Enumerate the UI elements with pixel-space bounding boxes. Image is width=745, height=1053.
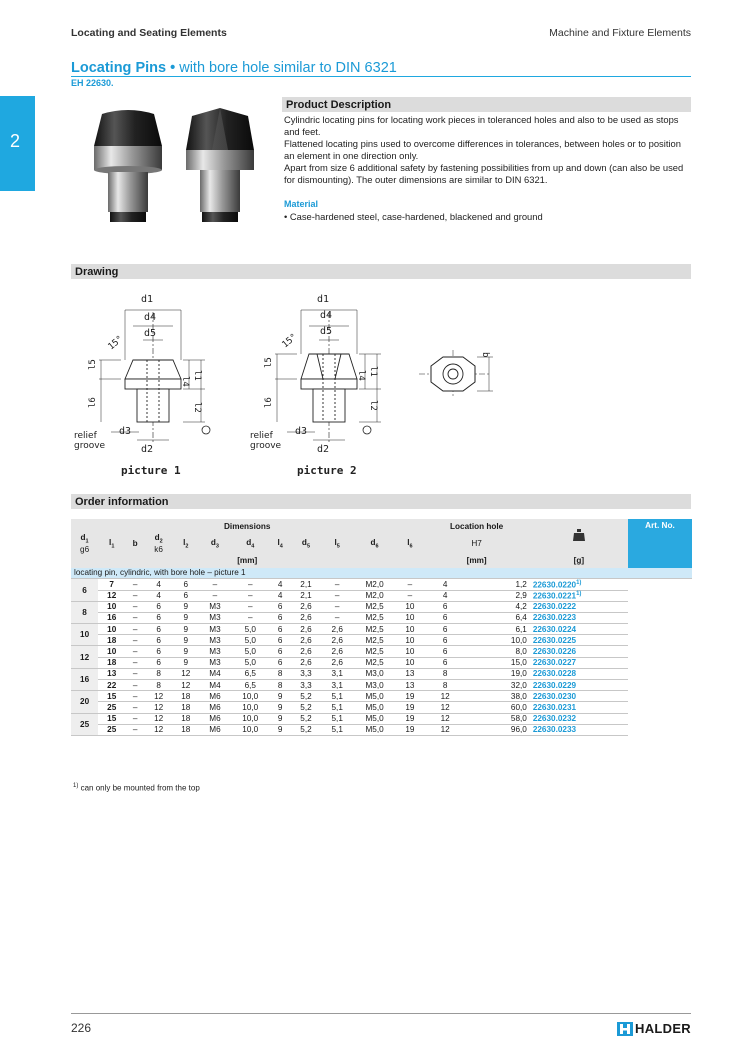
table-cell: – bbox=[125, 601, 145, 612]
article-number-link[interactable]: 22630.0224 bbox=[530, 624, 628, 635]
table-cell: M6 bbox=[199, 713, 230, 724]
table-cell: 10 bbox=[396, 612, 423, 623]
halder-logo-icon bbox=[617, 1022, 633, 1036]
table-cell: 12 bbox=[423, 702, 466, 713]
table-cell: 2,6 bbox=[290, 624, 321, 635]
table-cell: – bbox=[396, 579, 423, 590]
table-row bbox=[71, 635, 692, 646]
table-cell: 6 bbox=[423, 601, 466, 612]
table-cell: 9 bbox=[172, 657, 199, 668]
page-title bbox=[71, 60, 397, 76]
article-number-link[interactable]: 22630.0233 bbox=[530, 724, 628, 735]
table-cell: 15,0 bbox=[467, 657, 530, 668]
label-l6: l6 bbox=[88, 397, 98, 408]
label-l4: l4 bbox=[356, 370, 366, 381]
article-number-link[interactable]: 22630.0232 bbox=[530, 713, 628, 724]
table-cell: 5,0 bbox=[231, 635, 270, 646]
drawing-top-view bbox=[419, 350, 493, 398]
column-header: $d_5$ bbox=[290, 533, 321, 554]
table-cell: 4 bbox=[270, 590, 290, 601]
table-cell: – bbox=[199, 579, 230, 590]
label-d5: d5 bbox=[320, 326, 333, 337]
table-cell: M3 bbox=[199, 646, 230, 657]
table-cell: – bbox=[125, 612, 145, 623]
label-l1: l1 bbox=[368, 366, 378, 377]
column-header: $l_5$ bbox=[322, 533, 353, 554]
table-cell: – bbox=[322, 590, 353, 601]
table-cell: 8 bbox=[145, 668, 172, 679]
table-cell: M3,0 bbox=[353, 668, 396, 679]
table-cell: – bbox=[125, 657, 145, 668]
table-cell: 9 bbox=[172, 635, 199, 646]
table-cell: 10 bbox=[98, 624, 125, 635]
table-cell: M2,0 bbox=[353, 590, 396, 601]
label-d4: d4 bbox=[144, 312, 157, 323]
order-table bbox=[71, 519, 692, 736]
table-cell: 96,0 bbox=[467, 724, 530, 735]
table-row bbox=[71, 680, 692, 691]
size-d1-cell: 10 bbox=[71, 624, 98, 646]
table-cell: 19 bbox=[396, 691, 423, 702]
product-description-body bbox=[284, 114, 689, 187]
table-row bbox=[71, 624, 692, 635]
table-cell: 3,3 bbox=[290, 680, 321, 691]
table-cell: – bbox=[125, 680, 145, 691]
table-cell: 8 bbox=[423, 668, 466, 679]
table-cell: M3 bbox=[199, 624, 230, 635]
table-cell: 2,6 bbox=[290, 635, 321, 646]
label-relief: relief bbox=[74, 431, 97, 441]
brand-logo: HALDER bbox=[617, 1021, 691, 1036]
table-cell: M2,5 bbox=[353, 657, 396, 668]
table-row bbox=[71, 612, 692, 623]
size-d1-cell: 12 bbox=[71, 646, 98, 668]
table-cell: 6 bbox=[145, 657, 172, 668]
table-cell: 18 bbox=[98, 635, 125, 646]
table-cell: 9 bbox=[172, 601, 199, 612]
description-paragraph: Flattened locating pins used to overcome differences in tolerances, between holes or to position an element in one direction only. bbox=[284, 138, 681, 162]
table-cell: 9 bbox=[270, 702, 290, 713]
table-cell: 6 bbox=[172, 579, 199, 590]
description-paragraph: Cylindric locating pins for locating work pieces in toleranced holes and also to be used as stops and feet. bbox=[284, 114, 679, 138]
label-groove: groove bbox=[74, 441, 106, 451]
table-cell: 10 bbox=[396, 635, 423, 646]
drawing-picture-2 bbox=[250, 294, 381, 477]
dimensions-header: Dimensions bbox=[71, 519, 423, 533]
table-cell: – bbox=[396, 590, 423, 601]
column-header: $l_1$ bbox=[98, 533, 125, 554]
column-header: $d_2$ k6 bbox=[145, 533, 172, 554]
table-cell: 16 bbox=[98, 612, 125, 623]
column-header: $d_1$ g6 bbox=[71, 533, 98, 554]
table-cell: 12 bbox=[172, 668, 199, 679]
table-cell: 19 bbox=[396, 724, 423, 735]
artno-header: Art. No. bbox=[628, 519, 692, 568]
column-header: $l_2$ bbox=[172, 533, 199, 554]
table-cell: 6 bbox=[145, 624, 172, 635]
title-sub: with bore hole similar to DIN 6321 bbox=[179, 60, 397, 76]
technical-drawing bbox=[71, 282, 511, 482]
description-paragraph: Apart from size 6 additional safety by fastening possibilities from up and down (can also be used for dismounting). The outer dimensions are similar to DIN 6321. bbox=[284, 162, 684, 186]
table-cell: 58,0 bbox=[467, 713, 530, 724]
page-number: 226 bbox=[71, 1021, 92, 1035]
table-cell: 10 bbox=[396, 624, 423, 635]
table-cell: 6 bbox=[423, 612, 466, 623]
table-cell: M2,5 bbox=[353, 601, 396, 612]
table-cell: 4 bbox=[423, 590, 466, 601]
table-cell: 10,0 bbox=[231, 724, 270, 735]
material-heading: Material bbox=[284, 199, 319, 209]
table-cell: 19,0 bbox=[467, 668, 530, 679]
table-cell: 9 bbox=[270, 713, 290, 724]
table-cell: 8 bbox=[423, 680, 466, 691]
label-l2: l2 bbox=[192, 402, 202, 413]
drawing-picture-1 bbox=[74, 294, 210, 477]
table-cell: 8 bbox=[270, 668, 290, 679]
table-cell: 22 bbox=[98, 680, 125, 691]
table-cell: M6 bbox=[199, 702, 230, 713]
table-cell: 5,1 bbox=[322, 691, 353, 702]
table-cell: 18 bbox=[172, 691, 199, 702]
table-cell: 5,0 bbox=[231, 646, 270, 657]
table-cell: 2,6 bbox=[290, 657, 321, 668]
table-cell: 5,0 bbox=[231, 624, 270, 635]
article-number-link[interactable]: 22630.0223 bbox=[530, 612, 628, 623]
table-cell: 60,0 bbox=[467, 702, 530, 713]
table-cell: – bbox=[125, 579, 145, 590]
table-cell: 2,6 bbox=[322, 624, 353, 635]
table-cell: 10,0 bbox=[467, 635, 530, 646]
table-cell: M5,0 bbox=[353, 713, 396, 724]
table-cell: 10 bbox=[396, 657, 423, 668]
product-group-label: locating pin, cylindric, with bore hole – picture 1 bbox=[71, 568, 692, 579]
product-code: EH 22630. bbox=[71, 78, 114, 88]
label-d1: d1 bbox=[317, 294, 330, 305]
table-cell: 5,1 bbox=[322, 713, 353, 724]
article-number-link[interactable]: 22630.0229 bbox=[530, 680, 628, 691]
table-cell: 5,2 bbox=[290, 691, 321, 702]
table-cell: 2,9 bbox=[467, 590, 530, 601]
table-cell: M6 bbox=[199, 691, 230, 702]
table-cell: 8 bbox=[145, 680, 172, 691]
weight-unit: [g] bbox=[530, 554, 628, 568]
table-cell: 4 bbox=[145, 590, 172, 601]
table-cell: – bbox=[125, 646, 145, 657]
table-cell: 6 bbox=[423, 646, 466, 657]
table-cell: 6,5 bbox=[231, 668, 270, 679]
table-cell: 6 bbox=[172, 590, 199, 601]
label-d5: d5 bbox=[144, 328, 157, 339]
label-d3: d3 bbox=[295, 426, 308, 437]
table-cell: M5,0 bbox=[353, 702, 396, 713]
table-cell: M2,5 bbox=[353, 612, 396, 623]
table-cell: 2,6 bbox=[290, 646, 321, 657]
table-cell: 6 bbox=[145, 601, 172, 612]
table-cell: 15 bbox=[98, 713, 125, 724]
table-cell: 6,1 bbox=[467, 624, 530, 635]
size-d1-cell: 20 bbox=[71, 691, 98, 713]
product-photo-flattened bbox=[180, 106, 260, 226]
label-b: b bbox=[480, 352, 490, 358]
table-cell: 12 bbox=[423, 691, 466, 702]
article-number-link[interactable]: 22630.0222 bbox=[530, 601, 628, 612]
size-d1-cell: 8 bbox=[71, 601, 98, 623]
table-cell: 6 bbox=[423, 657, 466, 668]
table-cell: 3,1 bbox=[322, 680, 353, 691]
label-d2: d2 bbox=[317, 444, 330, 455]
order-information-heading: Order information bbox=[71, 494, 691, 509]
table-cell: 5,1 bbox=[322, 702, 353, 713]
table-cell: 5,1 bbox=[322, 724, 353, 735]
table-cell: M3,0 bbox=[353, 680, 396, 691]
product-photo-cylindric bbox=[88, 106, 168, 226]
table-cell: 2,6 bbox=[322, 657, 353, 668]
table-cell: M4 bbox=[199, 668, 230, 679]
article-number-link[interactable]: 22630.0220$^{1)}$ bbox=[530, 579, 628, 590]
table-cell: – bbox=[125, 713, 145, 724]
table-cell: – bbox=[199, 590, 230, 601]
table-row bbox=[71, 579, 692, 590]
table-cell: 13 bbox=[396, 668, 423, 679]
table-cell: M2,5 bbox=[353, 646, 396, 657]
table-cell: M2,5 bbox=[353, 635, 396, 646]
chapter-tab bbox=[0, 96, 35, 191]
article-number-link[interactable]: 22630.0225 bbox=[530, 635, 628, 646]
table-cell: 6 bbox=[270, 657, 290, 668]
column-header: b bbox=[125, 533, 145, 554]
table-cell: 6,5 bbox=[231, 680, 270, 691]
label-l2: l2 bbox=[368, 400, 378, 411]
table-cell: 6 bbox=[423, 624, 466, 635]
table-cell: 13 bbox=[396, 680, 423, 691]
size-d1-cell: 6 bbox=[71, 579, 98, 601]
table-cell: 12 bbox=[98, 590, 125, 601]
size-d1-cell: 16 bbox=[71, 668, 98, 690]
material-item: • Case-hardened steel, case-hardened, blackened and ground bbox=[284, 211, 543, 222]
table-cell: 18 bbox=[172, 713, 199, 724]
table-row bbox=[71, 724, 692, 735]
table-cell: 2,6 bbox=[290, 612, 321, 623]
table-cell: – bbox=[125, 702, 145, 713]
table-cell: 18 bbox=[98, 657, 125, 668]
table-cell: M2,5 bbox=[353, 624, 396, 635]
title-main: Locating Pins bbox=[71, 60, 167, 76]
table-cell: 6,4 bbox=[467, 612, 530, 623]
table-cell: – bbox=[125, 668, 145, 679]
table-cell: M3 bbox=[199, 601, 230, 612]
table-cell: 8 bbox=[270, 680, 290, 691]
column-header: $d_3$ bbox=[199, 533, 230, 554]
table-cell: M2,0 bbox=[353, 579, 396, 590]
table-cell: – bbox=[125, 590, 145, 601]
table-cell: – bbox=[231, 612, 270, 623]
table-cell: 1,2 bbox=[467, 579, 530, 590]
table-cell: 5,2 bbox=[290, 702, 321, 713]
table-cell: – bbox=[322, 601, 353, 612]
article-number-link[interactable]: 22630.0227 bbox=[530, 657, 628, 668]
size-d1-cell: 25 bbox=[71, 713, 98, 735]
table-cell: 4 bbox=[270, 579, 290, 590]
article-number-link[interactable]: 22630.0221$^{1)}$ bbox=[530, 590, 628, 601]
label-d3: d3 bbox=[119, 426, 132, 437]
table-cell: M4 bbox=[199, 680, 230, 691]
table-cell: 19 bbox=[396, 713, 423, 724]
table-cell: M3 bbox=[199, 612, 230, 623]
table-cell: 4 bbox=[145, 579, 172, 590]
table-cell: 9 bbox=[172, 646, 199, 657]
label-d2: d2 bbox=[141, 444, 154, 455]
table-cell: 3,3 bbox=[290, 668, 321, 679]
location-hole-unit: [mm] bbox=[423, 554, 529, 568]
table-cell: 2,1 bbox=[290, 579, 321, 590]
table-cell: 18 bbox=[172, 724, 199, 735]
table-cell: 12 bbox=[423, 713, 466, 724]
dimensions-unit: [mm] bbox=[71, 554, 423, 568]
footnote: $^{1)}$ can only be mounted from the top bbox=[73, 783, 200, 793]
table-cell: – bbox=[322, 612, 353, 623]
table-cell: 12 bbox=[172, 680, 199, 691]
table-cell: 25 bbox=[98, 702, 125, 713]
article-number-link[interactable]: 22630.0228 bbox=[530, 668, 628, 679]
table-row bbox=[71, 657, 692, 668]
drawing-heading: Drawing bbox=[71, 264, 691, 279]
table-cell: 7 bbox=[98, 579, 125, 590]
table-cell: 10 bbox=[98, 601, 125, 612]
weight-icon bbox=[530, 519, 628, 554]
table-cell: 12 bbox=[145, 724, 172, 735]
table-row bbox=[71, 601, 692, 612]
table-cell: 18 bbox=[172, 702, 199, 713]
table-cell: 6 bbox=[270, 635, 290, 646]
table-cell: 10,0 bbox=[231, 713, 270, 724]
table-cell: 6 bbox=[270, 646, 290, 657]
table-cell: 10 bbox=[396, 601, 423, 612]
table-cell: 10 bbox=[396, 646, 423, 657]
table-cell: M3 bbox=[199, 635, 230, 646]
table-cell: – bbox=[125, 691, 145, 702]
column-header: $l_6$ bbox=[396, 533, 423, 554]
table-row bbox=[71, 702, 692, 713]
article-number-link[interactable]: 22630.0231 bbox=[530, 702, 628, 713]
table-cell: 3,1 bbox=[322, 668, 353, 679]
table-cell: 10 bbox=[98, 646, 125, 657]
table-cell: – bbox=[231, 590, 270, 601]
table-cell: 6 bbox=[270, 612, 290, 623]
table-cell: 12 bbox=[145, 702, 172, 713]
table-cell: 5,0 bbox=[231, 657, 270, 668]
table-cell: M3 bbox=[199, 657, 230, 668]
header-section-title: Locating and Seating Elements bbox=[71, 27, 227, 39]
table-row bbox=[71, 691, 692, 702]
table-cell: 2,1 bbox=[290, 590, 321, 601]
table-cell: 5,2 bbox=[290, 713, 321, 724]
table-cell: 10,0 bbox=[231, 702, 270, 713]
label-groove: groove bbox=[250, 441, 282, 451]
table-cell: – bbox=[231, 601, 270, 612]
table-cell: 4 bbox=[423, 579, 466, 590]
title-separator: • bbox=[170, 60, 176, 76]
label-angle: 15° bbox=[106, 334, 126, 353]
table-cell: – bbox=[322, 579, 353, 590]
table-cell: – bbox=[231, 579, 270, 590]
column-header: $d_6$ bbox=[353, 533, 396, 554]
footer-rule bbox=[71, 1013, 691, 1014]
table-cell: 2,6 bbox=[322, 635, 353, 646]
label-l1: l1 bbox=[192, 370, 202, 381]
location-hole-header: Location hole bbox=[423, 519, 529, 533]
table-cell: 6 bbox=[270, 601, 290, 612]
table-cell: 9 bbox=[270, 724, 290, 735]
table-cell: 13 bbox=[98, 668, 125, 679]
table-cell: 15 bbox=[98, 691, 125, 702]
table-row bbox=[71, 713, 692, 724]
article-number-link[interactable]: 22630.0230 bbox=[530, 691, 628, 702]
column-header: $l_4$ bbox=[270, 533, 290, 554]
label-d4: d4 bbox=[320, 310, 333, 321]
table-cell: – bbox=[125, 635, 145, 646]
table-row bbox=[71, 590, 692, 601]
table-cell: 6 bbox=[145, 635, 172, 646]
table-cell: 4,2 bbox=[467, 601, 530, 612]
table-cell: M5,0 bbox=[353, 724, 396, 735]
table-row bbox=[71, 646, 692, 657]
table-cell: 32,0 bbox=[467, 680, 530, 691]
label-l6: l6 bbox=[264, 397, 274, 408]
table-cell: 25 bbox=[98, 724, 125, 735]
column-header: $d_4$ bbox=[231, 533, 270, 554]
table-cell: 12 bbox=[145, 691, 172, 702]
label-l5: l5 bbox=[88, 359, 98, 370]
table-cell: 9 bbox=[172, 612, 199, 623]
article-number-link[interactable]: 22630.0226 bbox=[530, 646, 628, 657]
table-cell: – bbox=[125, 724, 145, 735]
table-cell: M6 bbox=[199, 724, 230, 735]
table-row bbox=[71, 668, 692, 679]
table-cell: 6 bbox=[145, 646, 172, 657]
table-cell: – bbox=[125, 624, 145, 635]
table-cell: 5,2 bbox=[290, 724, 321, 735]
header-catalog-title: Machine and Fixture Elements bbox=[549, 27, 691, 39]
product-description-heading: Product Description bbox=[282, 97, 691, 112]
label-angle: 15° bbox=[280, 332, 300, 351]
table-cell: 2,6 bbox=[322, 646, 353, 657]
label-l5: l5 bbox=[264, 357, 274, 368]
table-cell: 9 bbox=[172, 624, 199, 635]
title-rule bbox=[71, 76, 691, 77]
picture-2-caption: picture 2 bbox=[297, 464, 357, 477]
table-cell: 2,6 bbox=[290, 601, 321, 612]
table-cell: 10,0 bbox=[231, 691, 270, 702]
label-relief: relief bbox=[250, 431, 273, 441]
table-cell: 8,0 bbox=[467, 646, 530, 657]
table-cell: 6 bbox=[270, 624, 290, 635]
table-cell: 19 bbox=[396, 702, 423, 713]
table-cell: 12 bbox=[145, 713, 172, 724]
picture-1-caption: picture 1 bbox=[121, 464, 181, 477]
location-hole-tolerance: H7 bbox=[423, 533, 529, 554]
label-l4: l4 bbox=[180, 376, 190, 387]
table-cell: 38,0 bbox=[467, 691, 530, 702]
table-cell: M5,0 bbox=[353, 691, 396, 702]
table-cell: 6 bbox=[423, 635, 466, 646]
chapter-number: 2 bbox=[10, 131, 21, 151]
table-cell: 6 bbox=[145, 612, 172, 623]
label-d1: d1 bbox=[141, 294, 154, 305]
table-cell: 9 bbox=[270, 691, 290, 702]
table-cell: 12 bbox=[423, 724, 466, 735]
